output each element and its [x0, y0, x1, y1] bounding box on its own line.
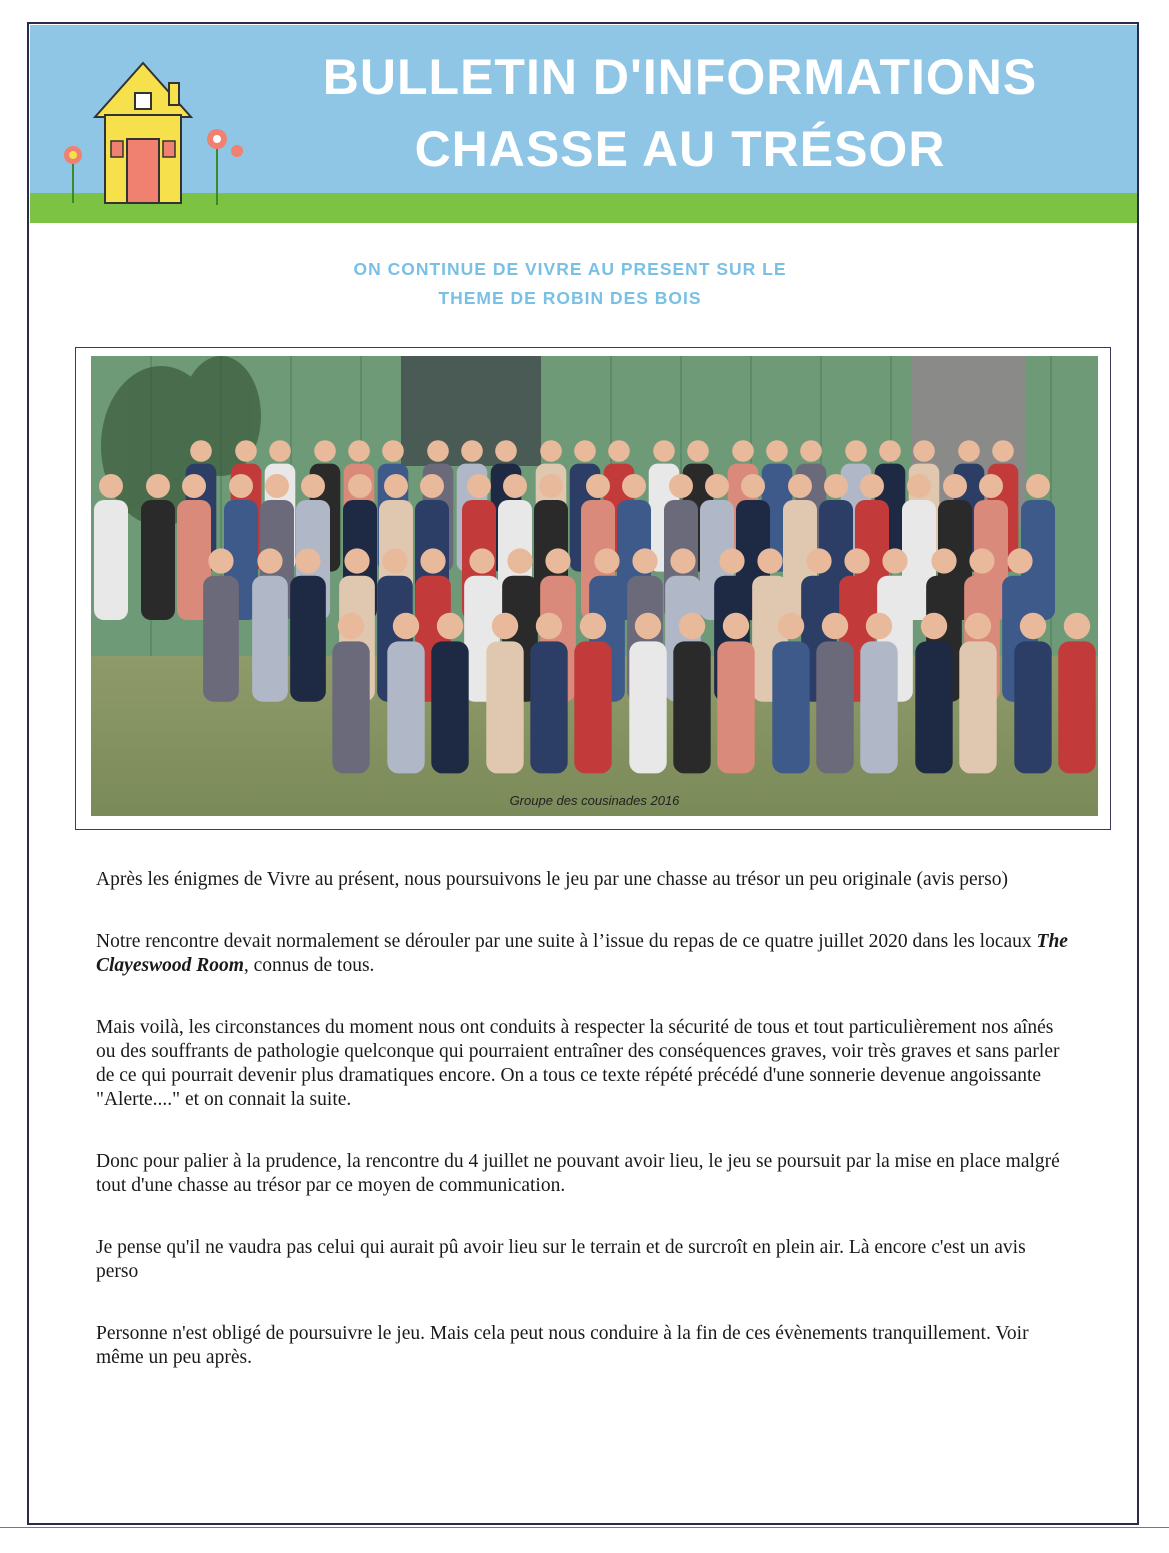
header-banner — [30, 25, 1137, 223]
subtitle-line2: THEME DE ROBIN DES BOIS — [438, 288, 702, 308]
paragraph-4: Donc pour palier à la prudence, la rencontre du 4 juillet ne pouvant avoir lieu, le jeu se poursuit par la mise en place malgré tout d'une chasse au trésor par ce moyen de communication. — [96, 1151, 1060, 1196]
paragraph-2-text-b: , connus de tous. — [243, 955, 375, 976]
subtitle-line1: ON CONTINUE DE VIVRE AU PRESENT SUR LE — [353, 259, 787, 279]
paragraph-6: Personne n'est obligé de poursuivre le jeu. Mais cela peut nous conduire à la fin de ces évènements tranquillement. Voir même un peu après. — [96, 1323, 1029, 1368]
paragraph-1: Après les énigmes de Vivre au présent, nous poursuivons le jeu par une chasse au trésor un peu originale (avis perso) — [96, 869, 1009, 890]
banner-title-line1: BULLETIN D'INFORMATIONS — [322, 49, 1038, 105]
venue-name: The Clayeswood Room — [96, 931, 1068, 976]
paragraph-3: Mais voilà, les circonstances du moment nous ont conduits à respecter la sécurité de tous et tout particulièrement nos aînés ou des souffrants de pathologie quelconque qui pourraient entraîner des conséquences graves, voir très graves et sans parler de ce qui pourrait devenir plus dramatiques encore. On a tous ce texte répété précédé d'une sonnerie devenue angoissante "Alerte...." et on connait la suite. — [96, 1017, 1060, 1110]
paragraph-5: Je pense qu'il ne vaudra pas celui qui aurait pû avoir lieu sur le terrain et de surcroît en plein air. Là encore c'est un avis perso — [96, 1237, 1026, 1282]
banner-title-line2: CHASSE AU TRÉSOR — [414, 121, 946, 177]
photo-caption: Groupe des cousinades 2016 — [509, 793, 680, 808]
group-photo-illustration — [91, 356, 1098, 816]
article-body — [96, 868, 1071, 1408]
house-illustration — [85, 55, 205, 205]
flower-left-icon — [58, 143, 88, 203]
paragraph-2 — [96, 930, 1071, 978]
paragraph-2-text-a: Notre rencontre devait normalement se dérouler par une suite à l’issue du repas de ce quatre juillet 2020 dans les locaux — [96, 931, 1037, 952]
bottom-divider — [0, 1527, 1169, 1528]
group-photo — [91, 356, 1098, 816]
